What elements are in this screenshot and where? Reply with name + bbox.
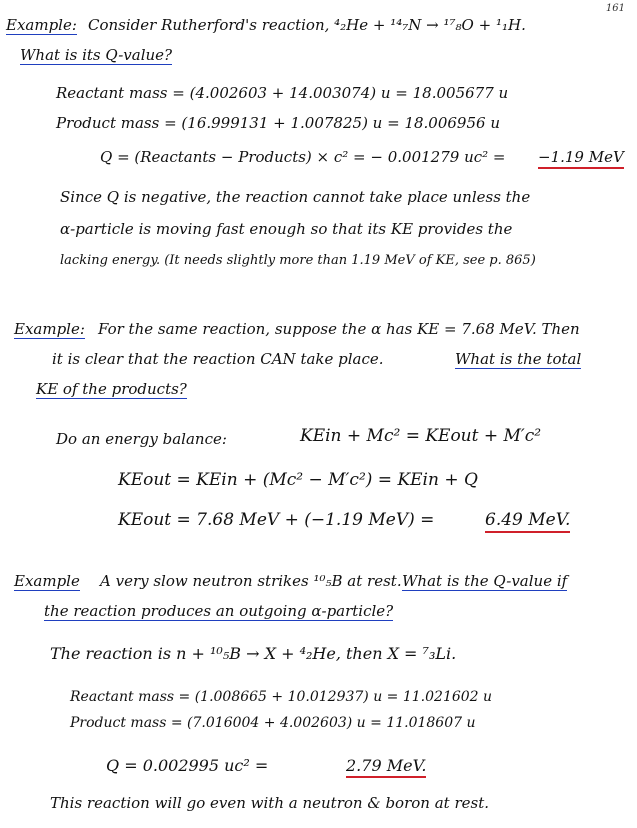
example-3-q-result: 2.79 MeV. (346, 758, 426, 778)
example-3-reaction: The reaction is n + ¹⁰₅B → X + ⁴₂He, then X = ⁷₃Li. (50, 644, 457, 663)
example-3-conclusion: This reaction will go even with a neutron & boron at rest. (50, 794, 489, 812)
example-2-line-2b: What is the total (455, 350, 582, 368)
page-number: 161 (605, 3, 625, 14)
example-1-label: Example: (6, 16, 77, 34)
example-1-q-result: −1.19 MeV (538, 150, 624, 169)
example-2-line-3: KE of the products? (36, 380, 187, 398)
example-2-balance-label: Do an energy balance: (56, 430, 227, 448)
example-1-explanation-line-2: α-particle is moving fast enough so that its KE provides the (60, 220, 513, 238)
example-3-line-1a: A very slow neutron strikes ¹⁰₅B at rest. (100, 572, 402, 590)
example-3-label: Example (14, 572, 80, 590)
example-1-explanation-line-1: Since Q is negative, the reaction cannot take place unless the (60, 188, 531, 206)
example-1-question: What is its Q-value? (20, 46, 173, 64)
example-1-statement: Consider Rutherford's reaction, ⁴₂He + ¹⁴₇N → ¹⁷₈O + ¹₁H. (88, 16, 526, 34)
example-3-product-mass: Product mass = (7.016004 + 4.002603) u = 11.018607 u (70, 715, 476, 731)
example-2-keout-value: KEout = 7.68 MeV + (−1.19 MeV) = (118, 510, 435, 530)
example-1-product-mass: Product mass = (16.999131 + 1.007825) u = 18.006956 u (56, 114, 500, 132)
example-1-reactant-mass: Reactant mass = (4.002603 + 14.003074) u = 18.005677 u (56, 84, 509, 102)
example-1-q-equation: Q = (Reactants − Products) × c² = − 0.001279 uc² = (100, 148, 506, 166)
example-2-keout-result: 6.49 MeV. (485, 512, 570, 533)
example-2-line-2a: it is clear that the reaction CAN take place. (52, 350, 384, 368)
example-2-balance-equation: KEin + Mc² = KEout + M′c² (300, 426, 542, 446)
example-3-q-equation: Q = 0.002995 uc² = (106, 756, 269, 775)
example-2-keout-equation: KEout = KEin + (Mc² − M′c²) = KEin + Q (118, 470, 478, 490)
example-1-explanation-line-3: lacking energy. (It needs slightly more than 1.19 MeV of KE, see p. 865) (60, 253, 536, 268)
example-3-line-1b: What is the Q-value if (402, 572, 568, 590)
example-3-reactant-mass: Reactant mass = (1.008665 + 10.012937) u = 11.021602 u (70, 689, 493, 705)
example-2-line-1: For the same reaction, suppose the α has KE = 7.68 MeV. Then (98, 320, 580, 338)
example-2-label: Example: (14, 320, 85, 338)
example-3-line-2: the reaction produces an outgoing α-particle? (44, 602, 394, 620)
